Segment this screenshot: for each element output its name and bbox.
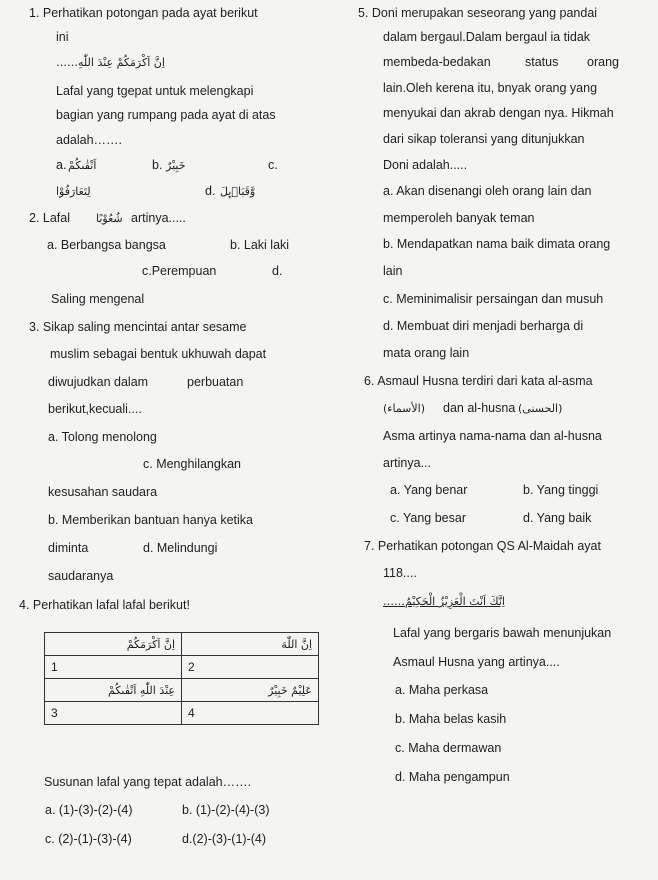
q6-text-line2: dan al-husna <box>443 401 516 415</box>
q6-option-d: d. Yang baik <box>523 511 592 525</box>
q3-option-b-cont: diminta <box>48 541 89 555</box>
q6-arabic-husna: (الحسنى) <box>518 402 563 415</box>
q7-text-line1: 7. Perhatikan potongan QS Al-Maidah ayat <box>364 539 601 553</box>
q4-answer-prompt: Susunan lafal yang tepat adalah……. <box>44 775 252 789</box>
q3-option-d-cont: saudaranya <box>48 569 114 583</box>
q5-text-line5: menyukai dan akrab dengan nya. Hikmah <box>383 106 614 120</box>
q6-text-line4: artinya... <box>383 456 431 470</box>
q4-option-d: d.(2)-(3)-(1)-(4) <box>182 832 267 846</box>
q4-option-a: a. (1)-(3)-(2)-(4) <box>45 803 133 817</box>
q2-option-a: a. Berbangsa bangsa <box>47 238 166 252</box>
q2-option-d: d. <box>272 264 283 278</box>
q5-option-d-cont: mata orang lain <box>383 346 470 360</box>
q2-arabic: شُعُوْبًا <box>96 212 123 225</box>
table-cell: 2 <box>182 656 319 679</box>
q5-option-d: d. Membuat diri menjadi berharga di <box>383 319 584 333</box>
q3-text-line3a: diwujudkan dalam <box>48 375 149 389</box>
q1-option-d-label: d. <box>205 184 216 198</box>
table-cell: 1 <box>45 656 182 679</box>
q1-option-c-arabic: لِتَعَارَفُوْا <box>56 185 91 198</box>
q6-option-a: a. Yang benar <box>390 483 468 497</box>
q3-option-d: d. Melindungi <box>143 541 218 555</box>
q5-option-b: b. Mendapatkan nama baik dimata orang <box>383 237 611 251</box>
q5-text-line7: Doni adalah..... <box>383 158 468 172</box>
q5-text-line1: 5. Doni merupakan seseorang yang pandai <box>358 6 598 20</box>
q1-text-line4: bagian yang rumpang pada ayat di atas <box>56 108 276 122</box>
q4-lafal-table <box>44 632 319 725</box>
q5-text-line6: dari sikap toleransi yang ditunjukkan <box>383 132 585 146</box>
q2-option-b: b. Laki laki <box>230 238 290 252</box>
q4-text-line1: 4. Perhatikan lafal lafal berikut! <box>19 598 190 612</box>
table-cell: 4 <box>182 702 319 725</box>
q2-prefix: 2. Lafal <box>29 211 71 225</box>
q3-text-line3b: perbuatan <box>187 375 244 389</box>
q2-suffix: artinya..... <box>131 211 186 225</box>
q1-text-line1: 1. Perhatikan potongan pada ayat berikut <box>29 6 258 20</box>
q7-arabic: ……اِنَّكَ اَنْتَ الْعَزِيْزُ الْحَكِيْمُ <box>383 595 505 608</box>
table-cell: 3 <box>45 702 182 725</box>
q3-text-line1: 3. Sikap saling mencintai antar sesame <box>29 320 247 334</box>
q7-text-line4: Asmaul Husna yang artinya.... <box>393 655 560 669</box>
q7-text-line3: Lafal yang bergaris bawah menunjukan <box>393 626 612 640</box>
q5-option-a-cont: memperoleh banyak teman <box>383 211 535 225</box>
q6-text-line3: Asma artinya nama-nama dan al-husna <box>383 429 602 443</box>
q3-option-c: c. Menghilangkan <box>143 457 241 471</box>
q6-arabic-asma: (الأسماء) <box>383 402 426 415</box>
q1-option-d-arabic: وَّقَبَاۤىِٕلَ <box>220 185 256 198</box>
q5-text-line3c: orang <box>587 55 619 69</box>
q5-option-a: a. Akan disenangi oleh orang lain dan <box>383 184 592 198</box>
q2-option-c: c.Perempuan <box>142 264 217 278</box>
q7-option-b: b. Maha belas kasih <box>395 712 507 726</box>
q7-option-a: a. Maha perkasa <box>395 683 489 697</box>
q1-arabic: ……اِنَّ اَكْرَمَكُمْ عِنْدَ اللّٰهِ <box>56 56 165 69</box>
q5-text-line3a: membeda-bedakan <box>383 55 491 69</box>
q4-option-b: b. (1)-(2)-(4)-(3) <box>182 803 270 817</box>
q1-option-b-arabic: خَبِيْرٌ <box>166 159 186 172</box>
q6-text-line1: 6. Asmaul Husna terdiri dari kata al-asma <box>364 374 593 388</box>
q5-text-line3b: status <box>525 55 559 69</box>
q2-extra: Saling mengenal <box>51 292 145 306</box>
q1-option-a-label: a. <box>56 158 67 172</box>
table-cell: اِنَّ اللّٰهَ <box>182 633 319 656</box>
q3-text-line2: muslim sebagai bentuk ukhuwah dapat <box>50 347 267 361</box>
q1-option-c-label: c. <box>268 158 278 172</box>
q7-text-line2: 118.... <box>383 566 417 580</box>
q5-option-c: c. Meminimalisir persaingan dan musuh <box>383 292 604 306</box>
q6-option-c: c. Yang besar <box>390 511 466 525</box>
q7-option-c: c. Maha dermawan <box>395 741 502 755</box>
q3-option-a: a. Tolong menolong <box>48 430 157 444</box>
q3-option-b: b. Memberikan bantuan hanya ketika <box>48 513 253 527</box>
q5-text-line2: dalam bergaul.Dalam bergaul ia tidak <box>383 30 591 44</box>
q3-text-line4: berikut,kecuali.... <box>48 402 142 416</box>
q7-option-d: d. Maha pengampun <box>395 770 510 784</box>
q1-text-line3: Lafal yang tgepat untuk melengkapi <box>56 84 254 98</box>
table-cell: عَلِيْمٌ خَبِيْرٌ <box>182 679 319 702</box>
q1-text-line5: adalah……. <box>56 133 123 147</box>
q1-text-line2: ini <box>56 30 69 44</box>
q5-option-b-cont: lain <box>383 264 403 278</box>
q4-option-c: c. (2)-(1)-(3)-(4) <box>45 832 132 846</box>
q1-option-b-label: b. <box>152 158 163 172</box>
table-cell: اِنَّ اَكْرَمَكُمْ <box>45 633 182 656</box>
q3-option-c-cont: kesusahan saudara <box>48 485 158 499</box>
q6-option-b: b. Yang tinggi <box>523 483 599 497</box>
q1-option-a-arabic: اَتْقٰىكُمْ <box>68 159 97 172</box>
table-cell: عِنْدَ اللّٰهِ اَتْقٰىكُمْ <box>45 679 182 702</box>
q5-text-line4: lain.Oleh kerena itu, bnyak orang yang <box>383 81 598 95</box>
